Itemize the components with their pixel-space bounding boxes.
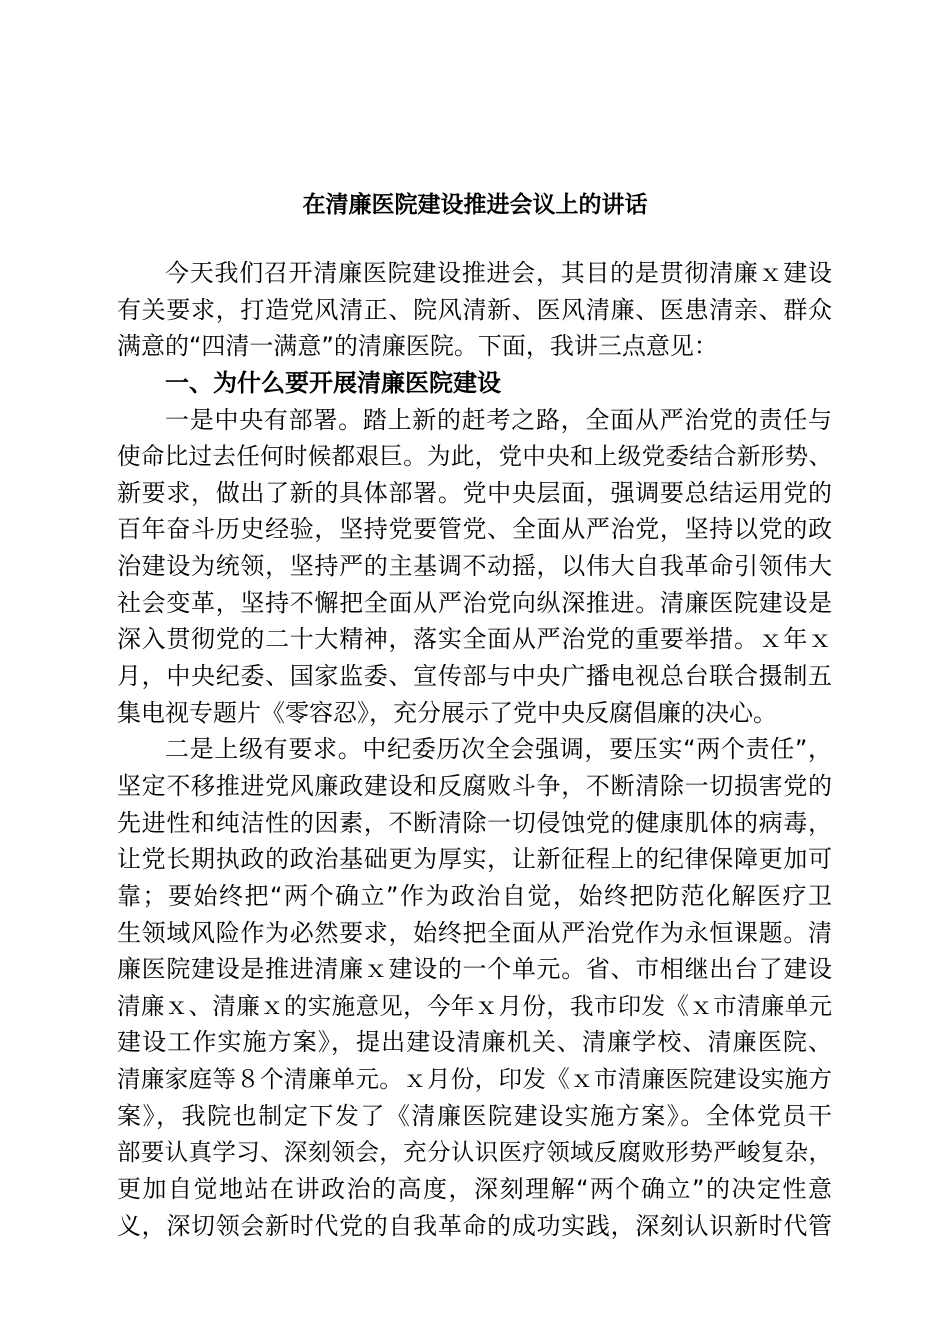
text-line: 百年奋斗历史经验，坚持党要管党、全面从严治党，坚持以党的政 <box>117 515 832 544</box>
text-line: 有关要求，打造党风清正、院风清新、医风清廉、医患清亲、群众 <box>117 295 832 324</box>
text-line: 集电视专题片《零容忍》，充分展示了党中央反腐倡廉的决心。 <box>117 698 777 727</box>
text-line: 案》，我院也制定下发了《清廉医院建设实施方案》。全体党员干 <box>117 1101 832 1130</box>
text-line: 清廉ｘ、清廉ｘ的实施意见，今年ｘ月份，我市印发《ｘ市清廉单元 <box>117 991 832 1020</box>
text-line: 生领域风险作为必然要求，始终把全面从严治党作为永恒课题。清 <box>117 918 832 947</box>
document-title: 在清廉医院建设推进会议上的讲话 <box>302 192 648 218</box>
text-line: 深入贯彻党的二十大精神，落实全面从严治党的重要举措。ｘ年ｘ <box>117 625 832 654</box>
text-line: 今天我们召开清廉医院建设推进会，其目的是贯彻清廉ｘ建设 <box>165 259 832 287</box>
text-line: 二是上级有要求。中纪委历次全会强调，要压实“两个责任”， <box>165 735 832 764</box>
text-line: 建设工作实施方案》，提出建设清廉机关、清廉学校、清廉医院、 <box>117 1028 832 1057</box>
text-line: 一是中央有部署。踏上新的赶考之路，全面从严治党的责任与 <box>165 405 832 434</box>
section-heading: 一、为什么要开展清廉医院建设 <box>165 368 501 397</box>
text-line: 月，中央纪委、国家监委、宣传部与中央广播电视总台联合摄制五 <box>117 662 832 691</box>
text-line: 部要认真学习、深刻领会，充分认识医疗领域反腐败形势严峻复杂， <box>117 1138 832 1167</box>
text-line: 让党长期执政的政治基础更为厚实，让新征程上的纪律保障更加可 <box>117 845 832 874</box>
text-line: 先进性和纯洁性的因素，不断清除一切侵蚀党的健康肌体的病毒， <box>117 808 832 837</box>
text-line: 新要求，做出了新的具体部署。党中央层面，强调要总结运用党的 <box>117 478 832 507</box>
document-body <box>117 255 832 1244</box>
text-line: 坚定不移推进党风廉政建设和反腐败斗争，不断清除一切损害党的 <box>117 771 832 800</box>
text-line: 治建设为统领，坚持严的主基调不动摇，以伟大自我革命引领伟大 <box>117 552 832 581</box>
text-line: 更加自觉地站在讲政治的高度，深刻理解“两个确立”的决定性意 <box>117 1175 832 1204</box>
text-line: 使命比过去任何时候都艰巨。为此，党中央和上级党委结合新形势、 <box>117 442 832 471</box>
text-line: 清廉家庭等８个清廉单元。ｘ月份，印发《ｘ市清廉医院建设实施方 <box>117 1065 832 1094</box>
text-line: 靠；要始终把“两个确立”作为政治自觉，始终把防范化解医疗卫 <box>117 881 832 910</box>
text-line: 义，深切领会新时代党的自我革命的成功实践，深刻认识新时代管 <box>117 1211 832 1240</box>
text-line: 社会变革，坚持不懈把全面从严治党向纵深推进。清廉医院建设是 <box>117 588 832 617</box>
text-line: 廉医院建设是推进清廉ｘ建设的一个单元。省、市相继出台了建设 <box>117 955 832 984</box>
text-line: 满意的“四清一满意”的清廉医院。下面，我讲三点意见： <box>117 332 718 361</box>
